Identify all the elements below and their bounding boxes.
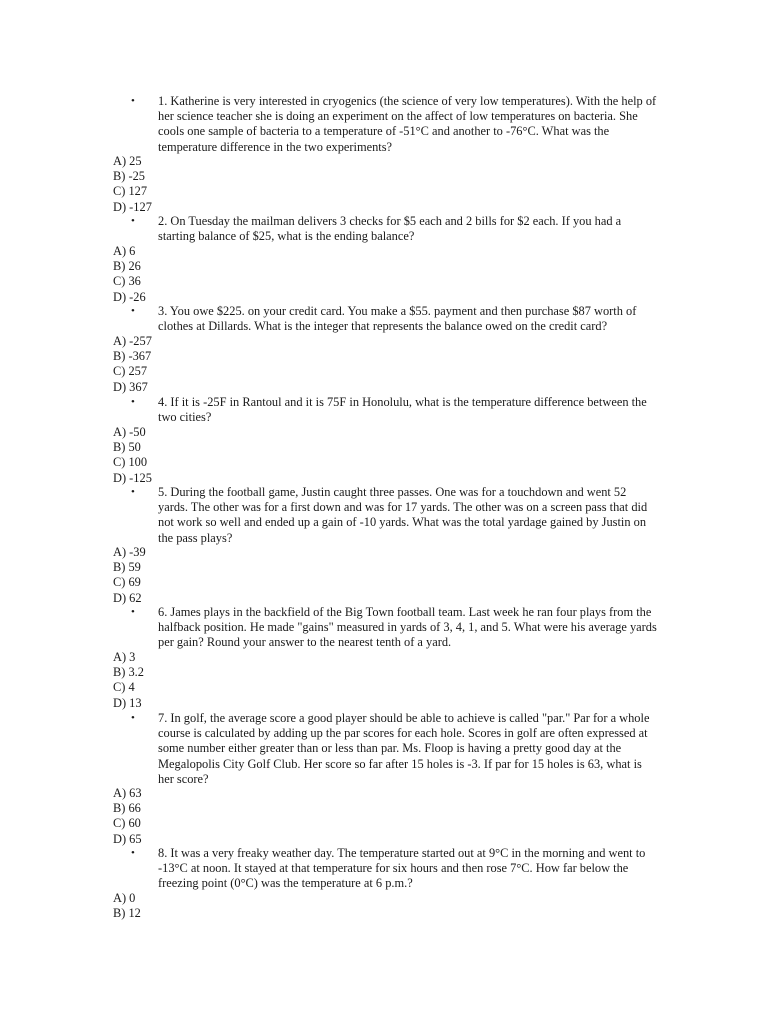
options-list-6 bbox=[113, 650, 144, 711]
question-2 bbox=[131, 214, 658, 244]
option-b: B) 26 bbox=[113, 259, 141, 274]
option-b: B) -25 bbox=[113, 169, 146, 184]
option-c: C) 100 bbox=[113, 455, 148, 470]
option-b: B) 59 bbox=[113, 560, 141, 575]
option-d: D) 62 bbox=[113, 590, 142, 605]
option-a: A) -39 bbox=[113, 545, 146, 559]
question-text: 4. If it is -25F in Rantoul and it is 75F in Honolulu, what is the temperature difference between the two cities? bbox=[158, 395, 647, 425]
option-d: D) 367 bbox=[113, 379, 148, 394]
option-a: A) -50 bbox=[113, 425, 146, 439]
bullet-icon: • bbox=[131, 712, 135, 724]
option-a: A) 63 bbox=[113, 786, 142, 800]
option-b: B) 50 bbox=[113, 440, 141, 455]
option-d: D) -127 bbox=[113, 199, 152, 214]
option-d: D) 65 bbox=[113, 831, 142, 846]
option-c: C) 60 bbox=[113, 816, 141, 831]
option-b: B) -367 bbox=[113, 349, 152, 364]
option-d: D) 13 bbox=[113, 695, 142, 710]
question-6 bbox=[131, 605, 658, 651]
options-list-7 bbox=[113, 786, 142, 847]
option-a: A) 25 bbox=[113, 154, 142, 168]
question-text: 7. In golf, the average score a good player should be able to achieve is called "par." Par for a whole course is calculated by adding up the par scores for each hole. Scores in golf are often expressed at some number either greater than or less than par. Ms. Floop is having a pretty good day at the Megalopolis City Golf Club. Her score so far after 15 holes is -3. If par for 15 holes is 63, what is her score? bbox=[158, 711, 650, 786]
question-5 bbox=[131, 485, 658, 546]
options-list-5 bbox=[113, 545, 146, 606]
question-text: 5. During the football game, Justin caught three passes. One was for a touchdown and went 52 yards. The other was for a first down and was for 17 yards. The other was on a screen pass that did not work so well and ended up a gain of -10 yards. What was the total yardage gained by Justin on the pass plays? bbox=[158, 485, 648, 545]
options-list-1 bbox=[113, 154, 152, 215]
option-c: C) 36 bbox=[113, 274, 141, 289]
question-3 bbox=[131, 304, 658, 334]
option-d: D) -125 bbox=[113, 470, 152, 485]
bullet-icon: • bbox=[131, 215, 135, 227]
option-a: A) 6 bbox=[113, 244, 136, 258]
question-text: 1. Katherine is very interested in cryogenics (the science of very low temperatures). With the help of her science teacher she is doing an experiment on the affect of low temperatures on bacteria. She cools one sample of bacteria to a temperature of -51°C and another to -76°C. What was the temperature difference in the two experiments? bbox=[158, 94, 657, 154]
question-text: 3. You owe $225. on your credit card. You make a $55. payment and then purchase $87 worth of clothes at Dillards. What is the integer that represents the balance owed on the credit card? bbox=[158, 304, 637, 334]
option-a: A) 3 bbox=[113, 650, 136, 664]
options-list-4 bbox=[113, 425, 152, 486]
options-list-8 bbox=[113, 891, 141, 921]
question-1 bbox=[131, 94, 658, 155]
bullet-icon: • bbox=[131, 305, 135, 317]
option-c: C) 4 bbox=[113, 680, 135, 695]
option-b: B) 12 bbox=[113, 906, 141, 921]
options-list-3 bbox=[113, 334, 152, 395]
question-7 bbox=[131, 711, 658, 787]
question-text: 8. It was a very freaky weather day. The temperature started out at 9°C in the morning and went to -13°C at noon. It stayed at that temperature for six hours and then rose 7°C. How far below the freezing point (0°C) was the temperature at 6 p.m.? bbox=[158, 846, 646, 891]
bullet-icon: • bbox=[131, 486, 135, 498]
option-c: C) 257 bbox=[113, 364, 148, 379]
option-a: A) -257 bbox=[113, 334, 152, 348]
option-c: C) 127 bbox=[113, 184, 148, 199]
bullet-icon: • bbox=[131, 847, 135, 859]
question-text: 6. James plays in the backfield of the Big Town football team. Last week he ran four plays from the halfback position. He made "gains" measured in yards of 3, 4, 1, and 5. What were his average yards per gain? Round your answer to the nearest tenth of a yard. bbox=[158, 605, 657, 650]
option-b: B) 3.2 bbox=[113, 665, 144, 680]
option-a: A) 0 bbox=[113, 891, 136, 905]
option-c: C) 69 bbox=[113, 575, 141, 590]
question-text: 2. On Tuesday the mailman delivers 3 checks for $5 each and 2 bills for $2 each. If you had a starting balance of $25, what is the ending balance? bbox=[158, 214, 622, 244]
options-list-2 bbox=[113, 244, 146, 305]
option-d: D) -26 bbox=[113, 289, 146, 304]
bullet-icon: • bbox=[131, 606, 135, 618]
question-4 bbox=[131, 395, 658, 425]
bullet-icon: • bbox=[131, 396, 135, 408]
option-b: B) 66 bbox=[113, 801, 141, 816]
bullet-icon: • bbox=[131, 95, 135, 107]
question-8 bbox=[131, 846, 658, 892]
